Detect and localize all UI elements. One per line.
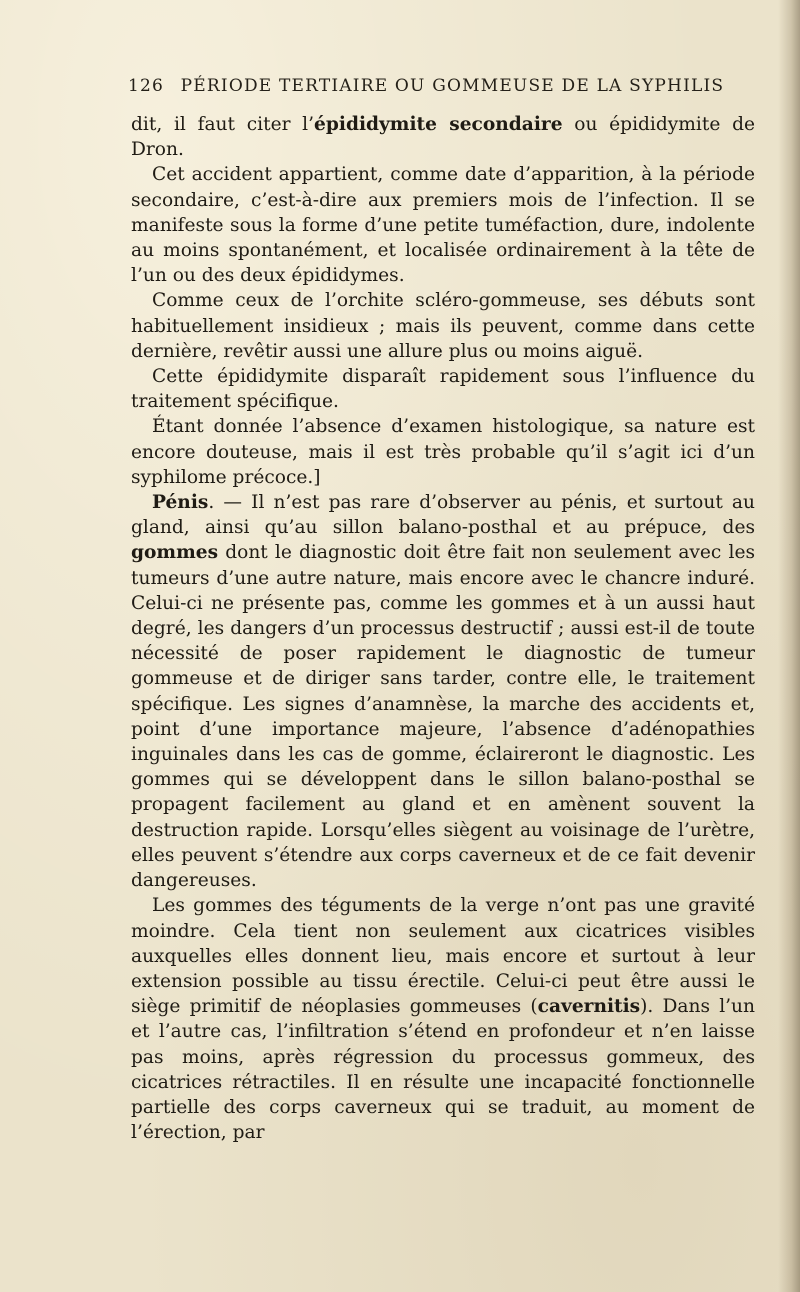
term-epididymite-secondaire: épididymite secondaire: [314, 114, 563, 135]
running-title: PÉRIODE TERTIAIRE OU GOMMEUSE DE LA SYPHILIS: [180, 76, 725, 96]
body-text: [131, 112, 755, 1145]
paragraph-nature: Étant donnée l’absence d’examen histologique, sa nature est encore douteuse, mais il est très probable qu’il s’agit ici d’un syphilome précoce.]: [131, 416, 755, 488]
running-header: [128, 76, 758, 102]
paragraph-penis: [131, 490, 755, 893]
term-cavernitis: cavernitis: [537, 996, 641, 1018]
section-heading-penis: Pénis: [152, 492, 209, 514]
paragraph-epididymite: [131, 112, 755, 162]
text-run: ou épididymite de Dron.: [131, 114, 755, 161]
paragraph-apparition: Cet accident appartient, comme date d’apparition, à la période secondaire, c’est-à-dire aux premiers mois de l’infection. Il se manifeste sous la forme d’une petite tuméfaction, dure, indolente au moins spontanément, et localisée ordinairement à la tête de l’un ou des deux épididymes.: [131, 164, 755, 287]
paragraph-traitement: Cette épididymite disparaît rapidement sous l’influence du traitement spécifique.: [131, 366, 755, 413]
text-run: dont le diagnostic doit être fait non seulement avec les tumeurs d’une autre nature, mais encore avec le chancre induré. Celui-ci ne présente pas, comme les gommes et à un aussi haut degré, les dangers d’un processus destructif ; aussi est-il de toute nécessité de poser rapidement le diagnostic de tumeur gommeuse et de diriger sans tarder, contre elle, le traitement spécifique. Les signes d’anamnèse, la marche des accidents et, point d’une importance majeure, l’absence d’adénopathies inguinales dans les cas de gomme, éclaireront le diagnostic. Les gommes qui se développent dans le sillon balano-posthal se propagent facilement au gland et en amènent souvent la destruction rapide. Lorsqu’elles siègent au voisinage de l’urètre, elles peuvent s’étendre aux corps caverneux et de ce fait devenir dangereuses.: [131, 542, 755, 892]
text-run: Les gommes des téguments de la verge n’ont pas une gravité moindre. Cela tient non seulement aux cicatrices visibles auxquelles elles donnent lieu, mais encore et surtout à leur extension possible au tissu érectile. Celui-ci peut être aussi le siège primitif de néoplasies gommeuses (: [131, 895, 755, 1018]
text-run: ). Dans l’un et l’autre cas, l’infiltration s’étend en profondeur et n’en laisse pas moins, après régression du processus gommeux, des cicatrices rétractiles. Il en résulte une incapacité fonctionnelle partielle des corps caverneux qui se traduit, au moment de l’érection, par: [131, 996, 755, 1144]
page-number: 126: [128, 76, 165, 96]
term-gommes: gommes: [131, 542, 219, 564]
text-run: dit, il faut citer l’: [131, 114, 315, 135]
paragraph-teguments: [131, 893, 755, 1145]
paragraph-debuts: Comme ceux de l’orchite scléro-gommeuse, ses débuts sont habituellement insidieux ; mais ils peuvent, comme dans cette dernière, revêtir aussi une allure plus ou moins aiguë.: [131, 290, 755, 362]
text-run: . — Il n’est pas rare d’observer au pénis, et surtout au gland, ainsi qu’au sillon balano-posthal et au prépuce, des: [131, 492, 755, 539]
